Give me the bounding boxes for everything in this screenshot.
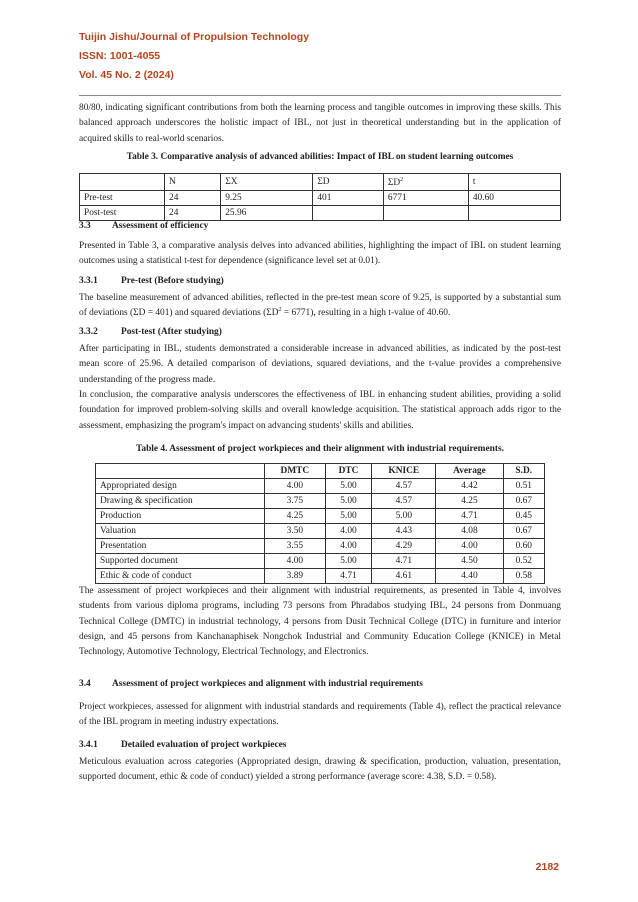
section-3-3-heading [79,221,208,231]
table-cell: 4.43 [372,524,436,539]
table-cell: Production [96,509,265,524]
table-header-cell: DMTC [265,464,326,479]
table-cell: 24 [165,206,221,221]
table-cell: 0.58 [503,569,544,584]
table-cell: 4.57 [372,479,436,494]
journal-volume: Vol. 45 No. 2 (2024) [79,69,174,81]
table4-header-row [96,464,545,479]
section-3-4-text: Project workpieces, assessed for alignment with industrial standards and requirements (Table 4), reflect the practical relevance of the IBL program in meeting industry expectations. [79,702,561,728]
table-row [80,191,561,206]
section-title: Assessment of efficiency [112,221,209,231]
table-cell: 5.00 [325,494,371,509]
table3 [79,173,561,221]
table-row [96,479,545,494]
header-divider [79,95,561,96]
section-3-3-text: Presented in Table 3, a comparative analysis delves into advanced abilities, highlighting the impact of IBL on student learning outcomes using a statistical t-test for dependence (significance level set at 0.01). [79,241,561,267]
table-header-cell: ΣX [221,174,313,191]
table-cell: Valuation [96,524,265,539]
table-header-cell [96,464,265,479]
section-title: Detailed evaluation of project workpieces [121,740,287,750]
text-part: = 6771), resulting in a high t-value of 40.60. [281,308,451,319]
table-cell: 0.67 [503,524,544,539]
table4-caption: Table 4. Assessment of project workpieces and their alignment with industrial requirements. [136,444,504,454]
table-cell: 4.29 [372,539,436,554]
table-cell [313,206,384,221]
table-cell: 3.50 [265,524,326,539]
table-cell: Drawing & specification [96,494,265,509]
section-3-3-1-heading [79,276,224,286]
table-cell: 25.96 [221,206,313,221]
intro-paragraph: 80/80, indicating significant contributions from both the learning process and tangible outcomes in improving these skills. This balanced approach underscores the holistic impact of IBL, not just in theoretical understanding but in the application of acquired skills to real-world scenarios. [79,103,561,144]
text-part: The baseline measurement of advanced abilities, reflected in the pre-test mean score of 9.25, is supported by a substantial sum of deviations (ΣD = 401) and squared deviations (ΣD [79,293,561,319]
table-cell: Post-test [80,206,165,221]
table-cell: 4.71 [372,554,436,569]
section-3-3-2-text: After participating in IBL, students demonstrated a considerable increase in advanced abilities, as indicated by the post-test mean score of 25.96. A detailed comparison of deviations, squared deviations, and the t-value provides a comprehensive understanding of the progress made. [79,344,561,385]
table-cell: 4.71 [436,509,503,524]
table-cell: 3.75 [265,494,326,509]
table-header-cell: Average [436,464,503,479]
section-3-3-1-text [79,291,561,322]
table-cell: 4.00 [265,554,326,569]
header-text: ΣD [387,178,401,188]
table-cell: 401 [313,191,384,206]
section-number: 3.4 [79,679,91,689]
section-number: 3.3.2 [79,327,98,337]
section-number: 3.3.1 [79,276,98,286]
table-header-cell: ΣD [313,174,384,191]
table-row [96,509,545,524]
table-cell: 4.00 [436,539,503,554]
superscript: 2 [400,177,404,183]
table-header-cell: t [468,174,560,191]
table-row [96,539,545,554]
section-3-4-1-heading [79,740,286,750]
table-cell: 0.52 [503,554,544,569]
table-row [96,494,545,509]
table-cell: Appropriated design [96,479,265,494]
section-3-4-1-text: Meticulous evaluation across categories (Appropriated design, drawing & specification, production, valuation, presentation, supported document, ethic & code of conduct) yielded a strong performance (average score: 4.38, S.D. = 0.58). [79,757,561,783]
table-cell: 4.61 [372,569,436,584]
section-3-3-2-conclusion: In conclusion, the comparative analysis underscores the effectiveness of IBL in enhancing student abilities, providing a solid foundation for improved problem-solving skills and overall knowledge acquisition. The statistical approach adds rigor to the assessment, emphasizing the program's impact on advancing students' skills and abilities. [79,390,561,431]
table-cell: Presentation [96,539,265,554]
table-row [96,524,545,539]
table-cell: 4.08 [436,524,503,539]
table-cell: Ethic & code of conduct [96,569,265,584]
table3-header-row [80,174,561,191]
table-cell: Pre-test [80,191,165,206]
section-title: Pre-test (Before studying) [121,276,224,286]
section-number: 3.4.1 [79,740,98,750]
table-cell: 4.00 [265,479,326,494]
table-row [96,554,545,569]
superscript: 2 [278,307,282,314]
table-cell: 4.42 [436,479,503,494]
section-number: 3.3 [79,221,91,231]
page-number: 2182 [535,861,559,873]
table-cell: 4.25 [265,509,326,524]
section-title: Post-test (After studying) [121,327,222,337]
table-cell: 5.00 [325,554,371,569]
table-cell: 6771 [383,191,468,206]
table-cell: 5.00 [325,509,371,524]
table-header-cell [383,174,468,191]
table-cell: 0.60 [503,539,544,554]
table-cell: 4.00 [325,524,371,539]
table-cell: 0.51 [503,479,544,494]
table-cell: 4.50 [436,554,503,569]
table-cell [383,206,468,221]
section-title: Assessment of project workpieces and alignment with industrial requirements [112,679,423,689]
table-row [96,569,545,584]
table-cell: 5.00 [372,509,436,524]
table-header-cell: N [165,174,221,191]
table-header-cell: KNICE [372,464,436,479]
table-cell: 4.25 [436,494,503,509]
table-cell: 0.67 [503,494,544,509]
table-cell: 24 [165,191,221,206]
section-3-3-2-heading [79,327,222,337]
table-cell: 4.57 [372,494,436,509]
table4-discussion: The assessment of project workpieces and their alignment with industrial requirements, as presented in Table 4, involves students from various diploma programs, including 73 persons from Phradabos studying IBL, 24 persons from Donmuang Technical College (DMTC) in industrial technology, 4 persons from Dusit Technical College (DTC) in furniture and interior design, and 45 persons from Kanchanaphisek Nongchok Industrial and Community Education College (KNICE) in Metal Technology, Automotive Technology, Electrical Technology, and Electronics. [79,586,561,658]
section-3-4-heading [79,679,423,689]
table-cell: 4.40 [436,569,503,584]
table3-caption: Table 3. Comparative analysis of advanced abilities: Impact of IBL on student learning outcomes [126,152,514,162]
table-cell [80,174,165,191]
table4 [95,463,545,584]
table-cell: 4.71 [325,569,371,584]
table-cell: 0.45 [503,509,544,524]
table-cell: 5.00 [325,479,371,494]
table-cell: 3.55 [265,539,326,554]
journal-title: Tuijin Jishu/Journal of Propulsion Technology [79,31,310,43]
table-cell: 9.25 [221,191,313,206]
table-row [80,206,561,221]
journal-issn: ISSN: 1001-4055 [79,50,161,62]
table-cell: Supported document [96,554,265,569]
table-cell: 4.00 [325,539,371,554]
table-header-cell: S.D. [503,464,544,479]
table-cell: 40.60 [468,191,560,206]
table-cell [468,206,560,221]
table-cell: 3.89 [265,569,326,584]
table-header-cell: DTC [325,464,371,479]
